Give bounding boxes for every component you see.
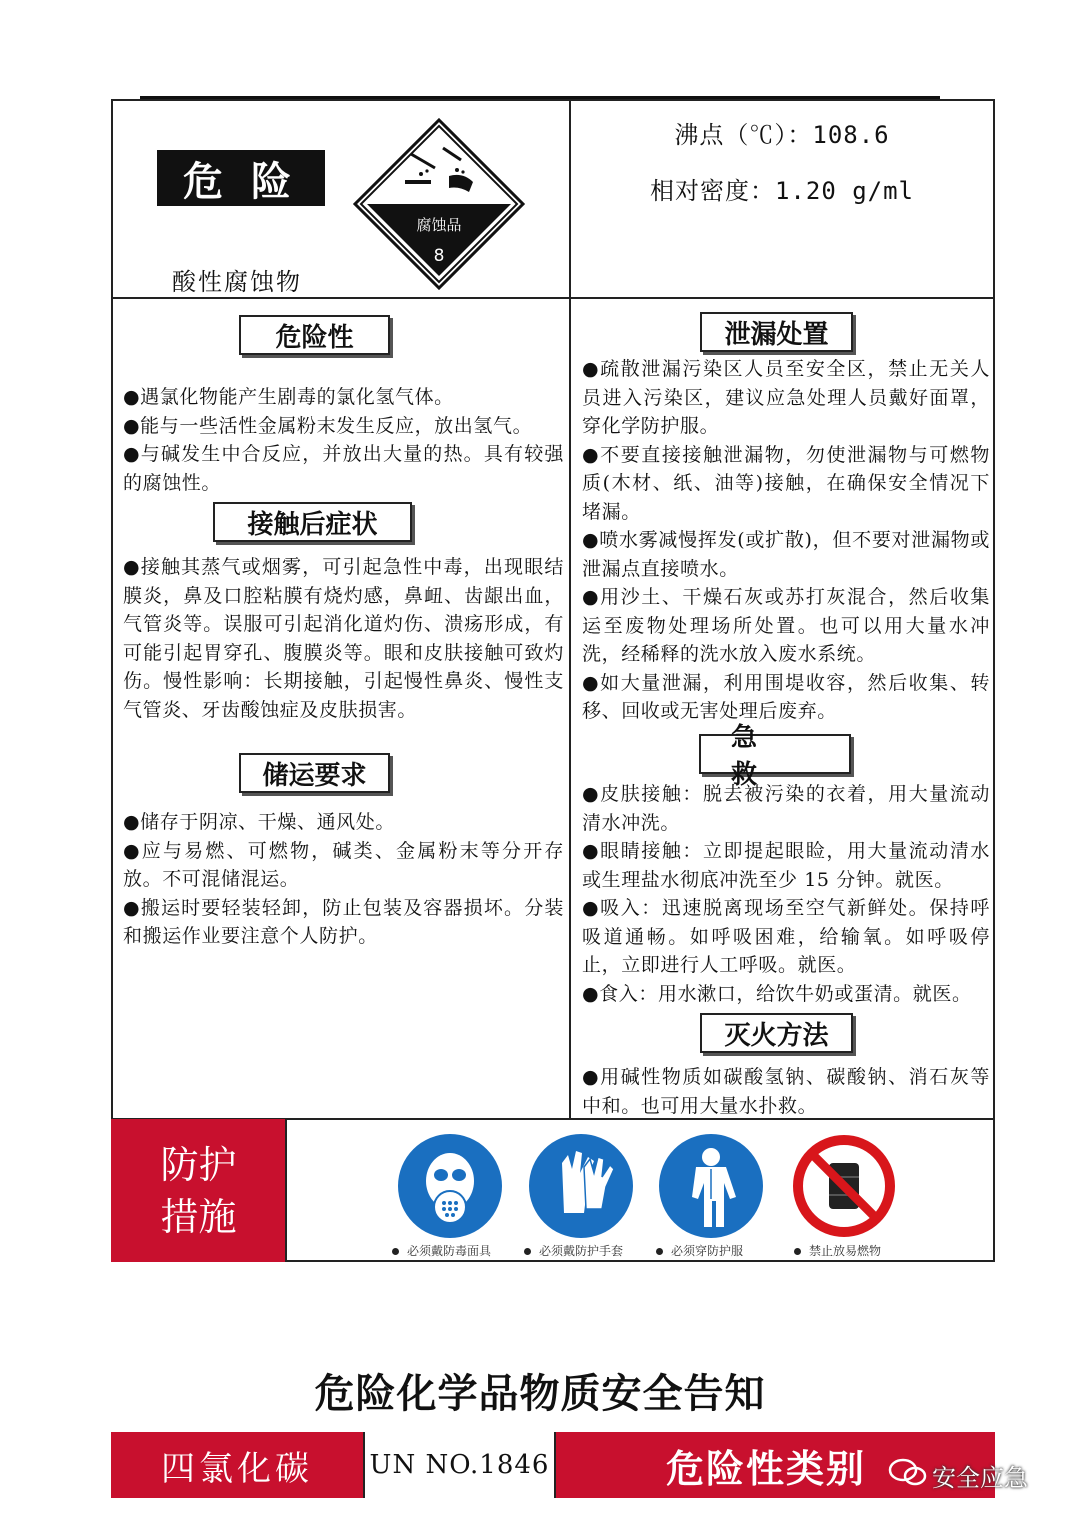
list-item: ●用沙土、干燥石灰或苏打灰混合，然后收集运至废物处理场所处置。也可以用大量水冲洗，经稀释的洗水放入废水系统。 bbox=[582, 586, 990, 665]
fire-list bbox=[582, 1063, 990, 1120]
gloves-caption: 必须戴防护手套 bbox=[524, 1242, 623, 1259]
hazard-sign-text: 腐蚀品 bbox=[416, 216, 462, 234]
list-item: ●如大量泄漏，利用围堤收容，然后收集、转移、回收或无害处理后废弃。 bbox=[582, 671, 990, 722]
hazard-category-label bbox=[556, 1432, 995, 1498]
symptoms-list bbox=[123, 553, 564, 724]
wechat-icon bbox=[888, 1457, 928, 1487]
list-item: ●储存于阴凉、干燥、通风处。 bbox=[123, 811, 395, 833]
list-item: ●疏散泄漏污染区人员至安全区，禁止无关人员进入污染区，建议应急处理人员戴好面罩，穿化学防护服。 bbox=[582, 358, 990, 437]
hazard-category-text: 危险性类别 bbox=[666, 1446, 867, 1491]
relative-density: 相对密度：1.20 g/ml bbox=[649, 177, 915, 205]
hazard-class-number: 8 bbox=[433, 246, 445, 266]
leak-list bbox=[582, 355, 990, 726]
list-item: ●皮肤接触：脱去被污染的衣着，用大量流动清水冲洗。 bbox=[582, 783, 990, 834]
list-item: ●吸入：迅速脱离现场至空气新鲜处。保持呼吸道通畅。如呼吸困难，给输氧。如呼吸停止，立即进行人工呼吸。就医。 bbox=[582, 897, 990, 976]
boiling-point: 沸点（℃）：108.6 bbox=[674, 121, 890, 149]
list-item: ●遇氯化物能产生剧毒的氯化氢气体。 bbox=[123, 386, 454, 408]
section-title-storage: 储运要求 bbox=[239, 753, 390, 793]
protection-label bbox=[111, 1119, 286, 1262]
danger-label: 危险 bbox=[157, 150, 325, 206]
no-flammables-caption: 禁止放易燃物 bbox=[794, 1242, 881, 1259]
no-flammables-icon bbox=[791, 1133, 897, 1239]
list-item: ●能与一些活性金属粉末发生反应，放出氢气。 bbox=[123, 414, 533, 437]
hazard-list bbox=[123, 383, 564, 497]
corrosive-hazard-sign-icon bbox=[353, 118, 525, 290]
section-title-symptoms: 接触后症状 bbox=[213, 502, 412, 542]
storage-list bbox=[123, 808, 564, 951]
list-item: ●搬运时要轻装轻卸，防止包装及容器损坏。分装和搬运作业要注意个人防护。 bbox=[123, 896, 564, 947]
list-item: ●用碱性物质如碳酸氢钠、碳酸钠、消石灰等中和。也可用大量水扑救。 bbox=[582, 1066, 990, 1117]
list-item: ●应与易燃、可燃物，碱类、金属粉末等分开存放。不可混储混运。 bbox=[123, 839, 564, 890]
gas-mask-caption: 必须戴防毒面具 bbox=[392, 1242, 491, 1259]
section-title-first-aid: 急 救 bbox=[699, 734, 851, 774]
protection-label-line2: 措施 bbox=[160, 1194, 237, 1239]
list-item: ●不要直接接触泄漏物，勿使泄漏物与可燃物质(木材、纸、油等)接触，在确保安全情况下堵漏。 bbox=[582, 443, 990, 523]
list-item: ●眼睛接触：立即提起眼睑，用大量流动清水或生理盐水彻底冲洗至少 15 分钟。就医。 bbox=[582, 840, 990, 891]
substance-name: 四氯化碳 bbox=[111, 1432, 363, 1498]
un-number: UN NO.1846 bbox=[363, 1432, 556, 1498]
list-item: ●喷水雾减慢挥发(或扩散)，但不要对泄漏物或泄漏点直接喷水。 bbox=[582, 529, 990, 580]
section-title-leak: 泄漏处置 bbox=[700, 312, 853, 352]
watermark: 安全应急 bbox=[932, 1464, 1028, 1492]
page-title: 危险化学品物质安全告知 bbox=[314, 1370, 766, 1417]
header-divider bbox=[111, 297, 995, 299]
suit-caption: 必须穿防护服 bbox=[656, 1242, 743, 1259]
protective-suit-icon bbox=[658, 1133, 764, 1239]
column-divider bbox=[569, 99, 571, 1119]
list-item: ●食入：用水漱口，给饮牛奶或蛋清。就医。 bbox=[582, 982, 972, 1005]
section-title-hazard: 危险性 bbox=[239, 315, 390, 355]
protection-label-line1: 防护 bbox=[160, 1142, 237, 1187]
list-item: ●接触其蒸气或烟雾，可引起急性中毒，出现眼结膜炎，鼻及口腔粘膜有烧灼感，鼻衄、齿龈出血，气管炎等。误服可引起消化道灼伤、溃疡形成，有可能引起胃穿孔、腹膜炎等。眼和皮肤接触可致灼伤。慢性影响：长期接触，引起慢性鼻炎、慢性支气管炎、牙齿酸蚀症及皮肤损害。 bbox=[123, 556, 564, 721]
substance-type: 酸性腐蚀物 bbox=[172, 268, 302, 296]
list-item: ●与碱发生中合反应，并放出大量的热。具有较强的腐蚀性。 bbox=[123, 443, 564, 494]
protection-label-divider bbox=[285, 1119, 287, 1262]
section-title-fire: 灭火方法 bbox=[700, 1013, 853, 1053]
gloves-icon bbox=[528, 1133, 634, 1239]
gas-mask-icon bbox=[397, 1133, 503, 1239]
first-aid-list bbox=[582, 780, 990, 1008]
